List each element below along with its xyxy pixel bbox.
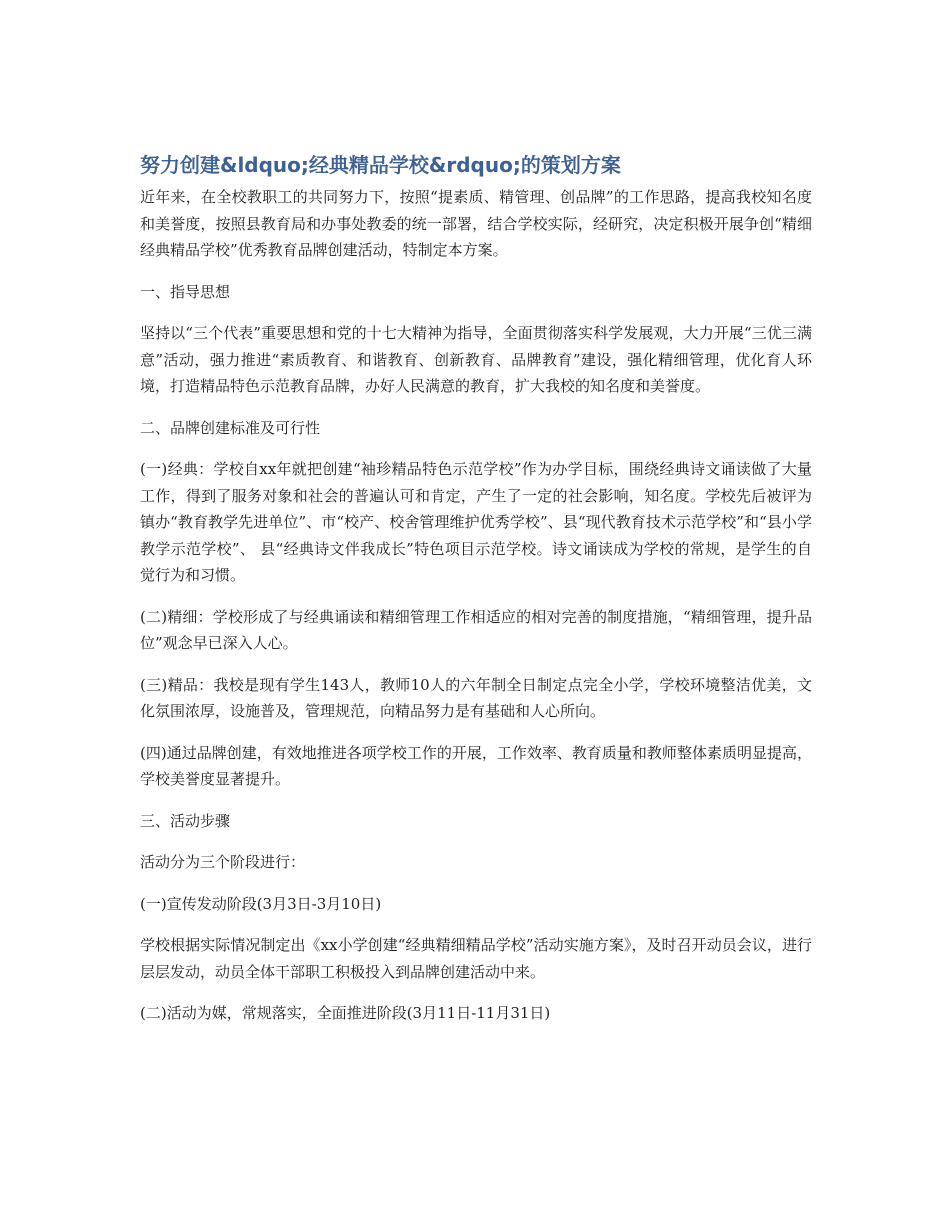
paragraph-stage-one-title: (一)宣传发动阶段(3月3日-3月10日): [140, 894, 382, 913]
paragraph-guiding-ideology: 坚持以“三个代表”重要思想和党的十七大精神为指导，全面贯彻落实科学发展观，大力开展“三优三满意”活动，强力推进“素质教育、和谐教育、创新教育、品牌教育”建设，强化精细管理，优化育人环境，打造精品特色示范教育品牌，办好人民满意的教育，扩大我校的知名度和美誉度。: [140, 324, 812, 395]
paragraph-brand-effect: (四)通过品牌创建，有效地推进各项学校工作的开展，工作效率、教育质量和教师整体素质明显提高，学校美誉度显著提升。: [140, 743, 812, 788]
paragraph-classic: (一)经典：学校自xx年就把创建“袖珍精品特色示范学校”作为办学目标，围绕经典诗文诵读做了大量工作，得到了服务对象和社会的普遍认可和肯定，产生了一定的社会影响，知名度。学校先后被评为镇办“教育教学先进单位”、市“校产、校舍管理维护优秀学校”、县“现代教育技术示范学校”和“县小学教学示范学校”、 县“经典诗文伴我成长”特色项目示范学校。诗文诵读成为学校的常规，是学生的自觉行为和习惯。: [140, 460, 812, 584]
paragraph-refined: (二)精细：学校形成了与经典诵读和精细管理工作相适应的相对完善的制度措施，“精细管理，提升品位”观念早已深入人心。: [140, 607, 812, 652]
section-heading-activity-steps: 三、活动步骤: [140, 811, 231, 830]
paragraph-stages-intro: 活动分为三个阶段进行：: [140, 853, 306, 871]
section-heading-guiding-ideology: 一、指导思想: [140, 282, 231, 301]
section-heading-brand-standards: 二、品牌创建标准及可行性: [140, 418, 321, 437]
paragraph-stage-two-title: (二)活动为媒，常规落实，全面推进阶段(3月11日-11月31日): [140, 1004, 551, 1022]
paragraph-stage-one-body: 学校根据实际情况制定出《xx小学创建“经典精细精品学校”活动实施方案》，及时召开动员会议，进行层层发动，动员全体干部职工积极投入到品牌创建活动中来。: [140, 936, 812, 981]
paragraph-quality: (三)精品：我校是现有学生143人，教师10人的六年制全日制定点完全小学，学校环境整洁优美，文化氛围浓厚，设施普及，管理规范，向精品努力是有基础和人心所向。: [140, 675, 812, 720]
document-page: [140, 148, 812, 1042]
document-title: 努力创建&ldquo;经典精品学校&rdquo;的策划方案: [140, 153, 621, 177]
paragraph-intro: 近年来，在全校教职工的共同努力下，按照“提素质、精管理、创品牌”的工作思路，提高我校知名度和美誉度，按照县教育局和办事处教委的统一部署，结合学校实际，经研究，决定积极开展争创“精细经典精品学校”优秀教育品牌创建活动，特制定本方案。: [140, 188, 812, 259]
